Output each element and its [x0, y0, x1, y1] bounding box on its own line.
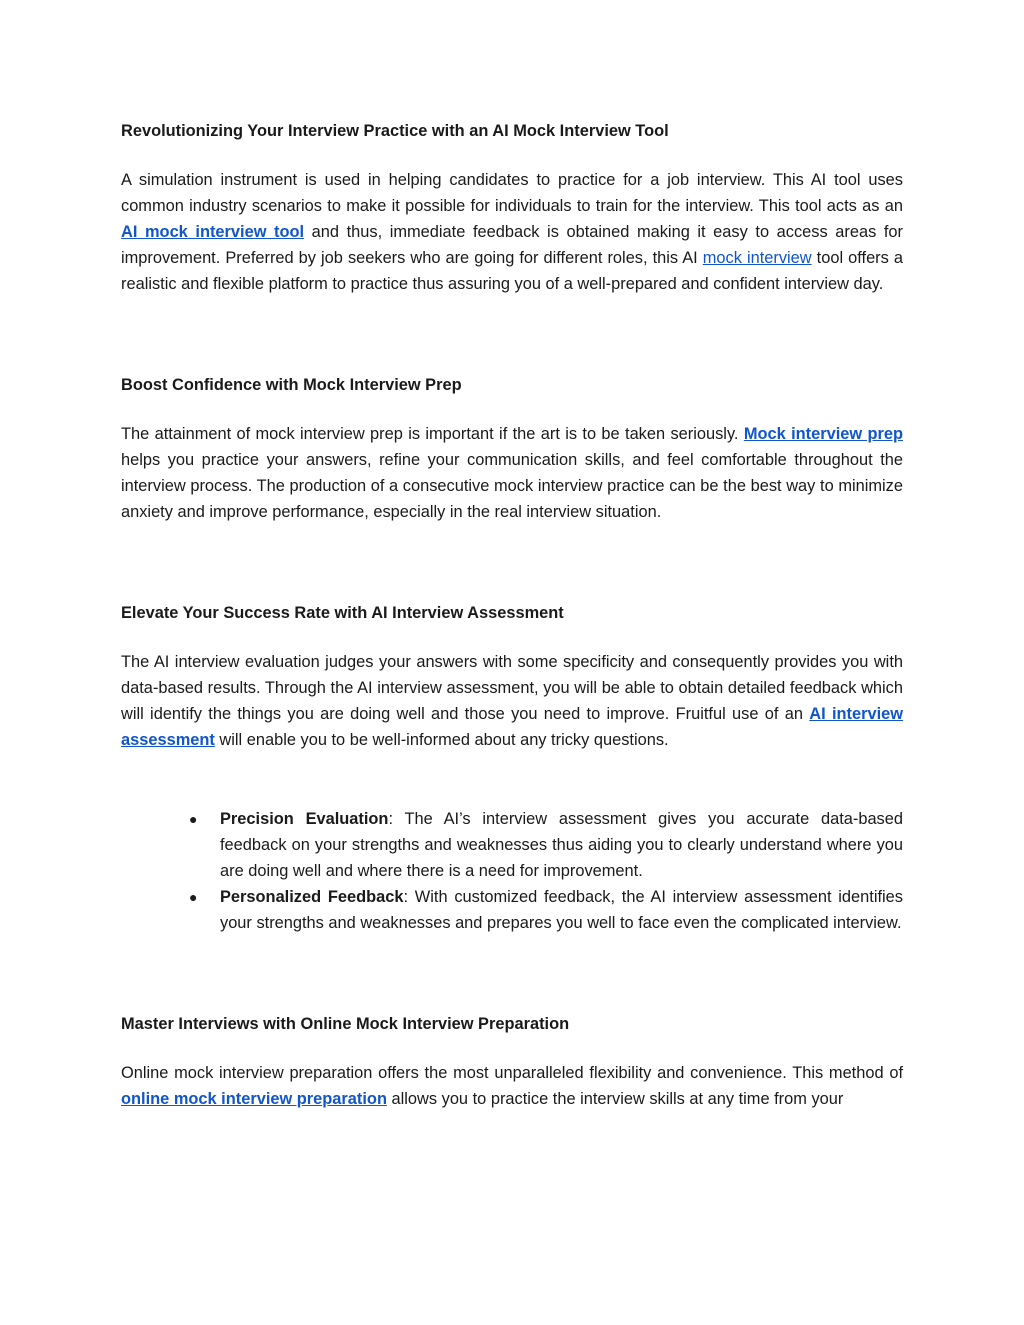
bullet-icon: ●: [189, 889, 198, 905]
section-heading: Master Interviews with Online Mock Interview Preparation: [121, 1015, 570, 1033]
ai-mock-interview-tool-link[interactable]: AI mock interview tool: [121, 223, 305, 241]
section-paragraph: The AI interview evaluation judges your answers with some specificity and consequently provides you with data-based results. Through the AI interview assessment, you will be able to obtain detailed feedback which will identify the things you are doing well and those you need to improve. Fruitful use of an AI interview assessment will enable you to be well-informed about any tricky questions.: [121, 653, 904, 749]
list-item-term: Precision Evaluation: [220, 810, 389, 828]
list-item: [189, 806, 903, 884]
online-mock-interview-preparation-link[interactable]: online mock interview preparation: [121, 1090, 387, 1108]
ai-interview-assessment-link[interactable]: AI interview assessment: [121, 705, 904, 749]
list-item: [189, 884, 903, 936]
bullet-icon: ●: [189, 811, 198, 827]
feature-list: [121, 806, 903, 936]
mock-interview-link[interactable]: mock interview: [702, 249, 812, 267]
section-paragraph: A simulation instrument is used in helping candidates to practice for a job interview. This AI tool uses common industry scenarios to make it possible for individuals to train for the interview. This tool acts as an AI mock interview tool and thus, immediate feedback is obtained making it easy to access areas for improvement. Preferred by job seekers who are going for different roles, this AI mock interview tool offers a realistic and flexible platform to practice thus assuring you of a well-prepared and confident interview day.: [121, 171, 903, 293]
list-item-text: : With customized feedback, the AI interview assessment identifies your strengths and weaknesses and prepares you well to face even the complicated interview.: [220, 888, 903, 932]
list-item-text: : The AI’s interview assessment gives you accurate data-based feedback on your strengths and weaknesses thus aiding you to clearly understand where you are doing well and where there is a need for improvement.: [220, 810, 903, 880]
section-heading: Revolutionizing Your Interview Practice with an AI Mock Interview Tool: [121, 122, 669, 140]
section-paragraph: The attainment of mock interview prep is important if the art is to be taken seriously. Mock interview prep helps you practice your answers, refine your communication skills, and feel comfortable throughout the interview process. The production of a consecutive mock interview practice can be the best way to minimize anxiety and improve performance, especially in the real interview situation.: [121, 425, 903, 521]
mock-interview-prep-link[interactable]: Mock interview prep: [743, 425, 903, 443]
section-heading: Boost Confidence with Mock Interview Prep: [121, 376, 462, 394]
document-page: [121, 118, 903, 1112]
section-paragraph: Online mock interview preparation offers the most unparalleled flexibility and convenience. This method of online mock interview preparation allows you to practice the interview skills at any time from your: [121, 1064, 903, 1108]
section-heading: Elevate Your Success Rate with AI Interview Assessment: [121, 604, 564, 622]
list-item-term: Personalized Feedback: [220, 888, 404, 906]
